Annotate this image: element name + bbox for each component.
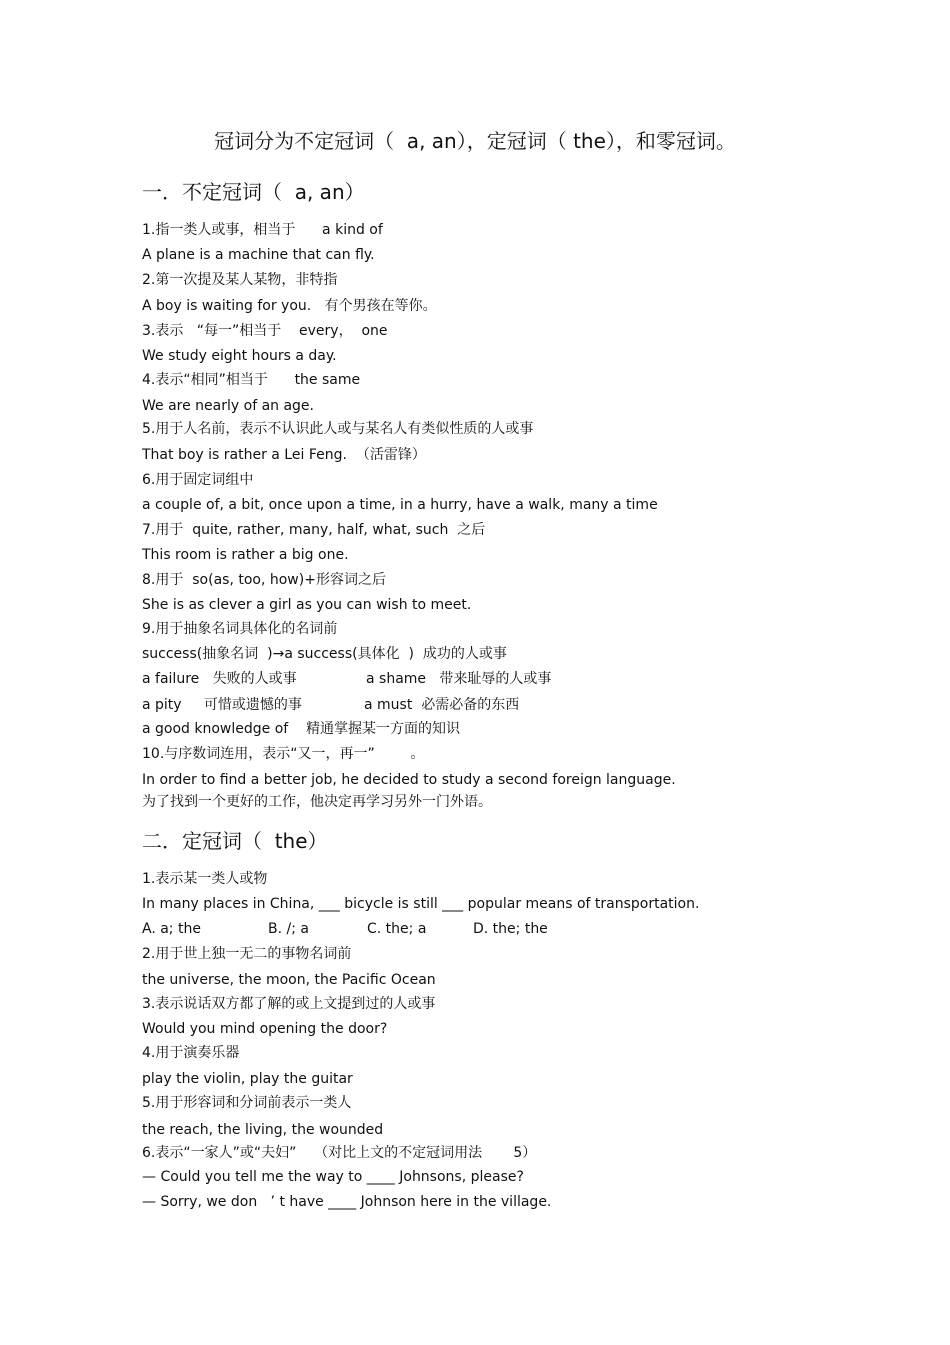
section-heading-indefinite: 一．不定冠词（ a, an） xyxy=(142,180,365,204)
text-line: 8.用于 so(as, too, how)+形容词之后 xyxy=(142,572,386,588)
text-line: a good knowledge of 精通掌握某一方面的知识 xyxy=(142,721,461,737)
text-line: 3.表示说话双方都了解的或上文提到过的人或事 xyxy=(142,996,436,1012)
section-heading-definite: 二．定冠词（ the） xyxy=(142,829,328,853)
option-c: C. the; a xyxy=(367,921,427,937)
text-line: the reach, the living, the wounded xyxy=(142,1122,384,1138)
text-line: 7.用于 quite, rather, many, half, what, such 之后 xyxy=(142,522,486,538)
text-line: 2.用于世上独一无二的事物名词前 xyxy=(142,946,352,962)
text-line: Would you mind opening the door? xyxy=(142,1021,388,1037)
text-line: 为了找到一个更好的工作，他决定再学习另外一门外语。 xyxy=(142,794,492,810)
text-line: In order to find a better job, he decided to study a second foreign language. xyxy=(142,772,676,788)
text-line: A plane is a machine that can fly. xyxy=(142,247,375,263)
text-line: 6.表示“一家人”或“夫妇” （对比上文的不定冠词用法 5） xyxy=(142,1145,537,1161)
text-line: We are nearly of an age. xyxy=(142,398,314,414)
text-line: — Sorry, we don ’ t have ____ Johnson here in the village. xyxy=(142,1194,552,1210)
option-a: A. a; the xyxy=(142,921,201,937)
text-line: We study eight hours a day. xyxy=(142,348,337,364)
text-line: This room is rather a big one. xyxy=(142,547,349,563)
text-line: That boy is rather a Lei Feng. （活雷锋） xyxy=(142,447,426,463)
option-d: D. the; the xyxy=(473,921,548,937)
text-line: 1.表示某一类人或物 xyxy=(142,871,268,887)
text-line: — Could you tell me the way to ____ Johnsons, please? xyxy=(142,1169,524,1185)
text-line: a couple of, a bit, once upon a time, in a hurry, have a walk, many a time xyxy=(142,497,658,513)
text-line: 4.用于演奏乐器 xyxy=(142,1045,240,1061)
page-title: 冠词分为不定冠词（ a, an），定冠词（ the），和零冠词。 xyxy=(214,129,736,153)
pair-left: a pity 可惜或遗憾的事 xyxy=(142,697,302,713)
text-line: play the violin, play the guitar xyxy=(142,1071,353,1087)
text-line: In many places in China, ___ bicycle is still ___ popular means of transportation. xyxy=(142,896,700,912)
text-line: She is as clever a girl as you can wish to meet. xyxy=(142,597,472,613)
pair-right: a shame 带来耻辱的人或事 xyxy=(366,671,552,687)
text-line: A boy is waiting for you. 有个男孩在等你。 xyxy=(142,298,437,314)
pair-right: a must 必需必备的东西 xyxy=(364,697,520,713)
text-line: 10.与序数词连用，表示“又一，再一” 。 xyxy=(142,746,425,762)
text-line: 6.用于固定词组中 xyxy=(142,472,254,488)
text-line: 5.用于人名前，表示不认识此人或与某名人有类似性质的人或事 xyxy=(142,421,534,437)
text-line: 5.用于形容词和分词前表示一类人 xyxy=(142,1095,352,1111)
text-line: 4.表示“相同”相当于 the same xyxy=(142,372,361,388)
option-b: B. /; a xyxy=(268,921,309,937)
pair-left: a failure 失败的人或事 xyxy=(142,671,297,687)
text-line: the universe, the moon, the Pacific Ocean xyxy=(142,972,436,988)
text-line: 3.表示 “每一”相当于 every， one xyxy=(142,323,388,339)
text-line: success(抽象名词 )→a success(具体化 ) 成功的人或事 xyxy=(142,646,507,662)
text-line: 2.第一次提及某人某物，非特指 xyxy=(142,272,338,288)
text-line: 1.指一类人或事，相当于 a kind of xyxy=(142,222,383,238)
text-line: 9.用于抽象名词具体化的名词前 xyxy=(142,621,338,637)
